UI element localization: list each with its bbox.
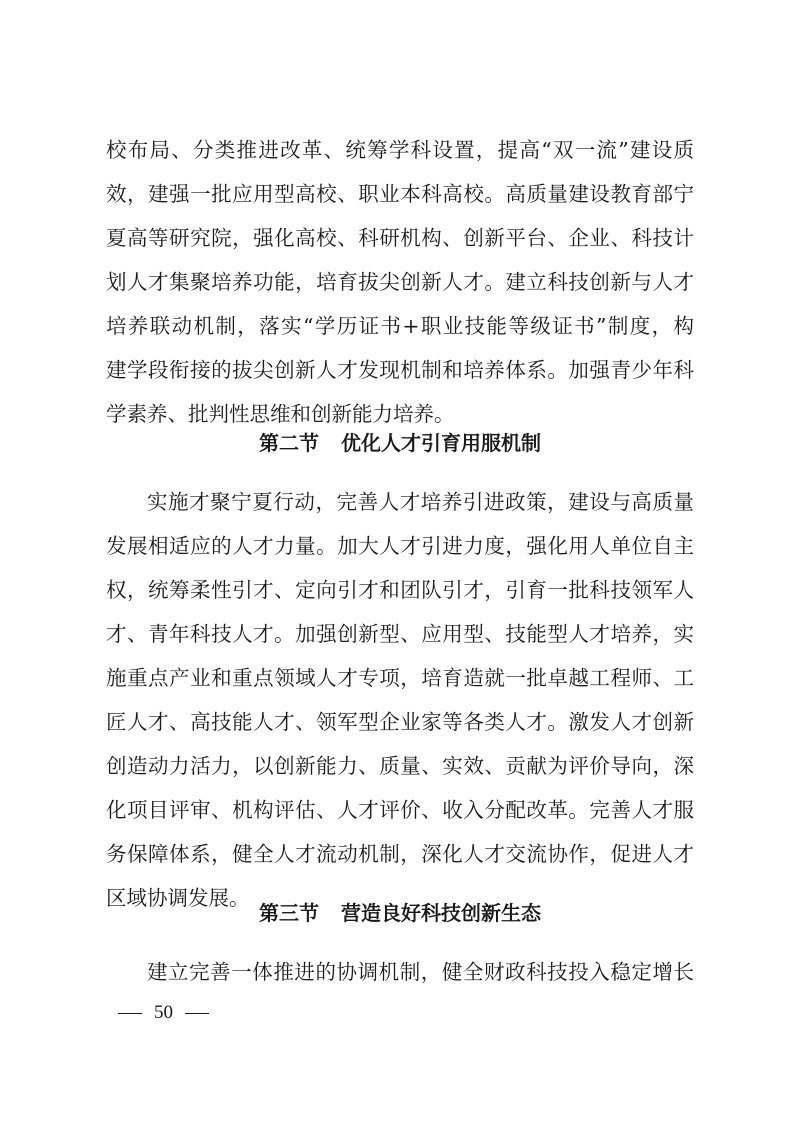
text-line: 建学段衔接的拔尖创新人才发现机制和培养体系。加强青少年科 (106, 358, 694, 382)
page-number: 50 (154, 1002, 173, 1023)
page-footer (118, 998, 209, 1028)
text-line: 才、青年科技人才。加强创新型、应用型、技能型人才培养，实 (106, 622, 694, 646)
text-line: 效，建强一批应用型高校、职业本科高校。高质量建设教育部宁 (106, 182, 694, 206)
footer-dash-right (185, 1013, 209, 1015)
text-line: 区域协调发展。 (106, 886, 250, 910)
text-line: 实施才聚宁夏行动，完善人才培养引进政策，建设与高质量 (147, 490, 694, 514)
paragraph-continued (106, 128, 694, 436)
text-line: 权，统筹柔性引才、定向引才和团队引才，引育一批科技领军人 (106, 578, 694, 602)
section-title: 优化人才引育用服机制 (341, 431, 541, 455)
text-line: 发展相适应的人才力量。加大人才引进力度，强化用人单位自主 (106, 534, 694, 558)
text-line: 匠人才、高技能人才、领军型企业家等各类人才。激发人才创新 (106, 710, 694, 734)
text-line: 务保障体系，健全人才流动机制，深化人才交流协作，促进人才 (106, 842, 694, 866)
text-line: 夏高等研究院，强化高校、科研机构、创新平台、企业、科技计 (106, 226, 694, 250)
text-line: 培养联动机制，落实“学历证书+职业技能等级证书”制度，构 (106, 314, 694, 338)
text-line: 化项目评审、机构评估、人才评价、收入分配改革。完善人才服 (106, 798, 694, 822)
section-number: 第三节 (259, 901, 319, 925)
text-line: 建立完善一体推进的协调机制，健全财政科技投入稳定增长 (147, 960, 694, 984)
paragraph (106, 480, 694, 920)
text-line: 学素养、批判性思维和创新能力培养。 (106, 402, 455, 426)
text-line: 创造动力活力，以创新能力、质量、实效、贡献为评价导向，深 (106, 754, 694, 778)
section-heading (106, 421, 694, 465)
footer-dash-left (118, 1013, 142, 1015)
paragraph (106, 950, 694, 994)
text-line: 划人才集聚培养功能，培育拔尖创新人才。建立科技创新与人才 (106, 270, 694, 294)
section-title: 营造良好科技创新生态 (341, 901, 541, 925)
text-line: 施重点产业和重点领域人才专项，培育造就一批卓越工程师、工 (106, 666, 694, 690)
text-line: 校布局、分类推进改革、统筹学科设置，提高“双一流”建设质 (106, 138, 694, 162)
section-number: 第二节 (259, 431, 319, 455)
section-heading (106, 891, 694, 935)
